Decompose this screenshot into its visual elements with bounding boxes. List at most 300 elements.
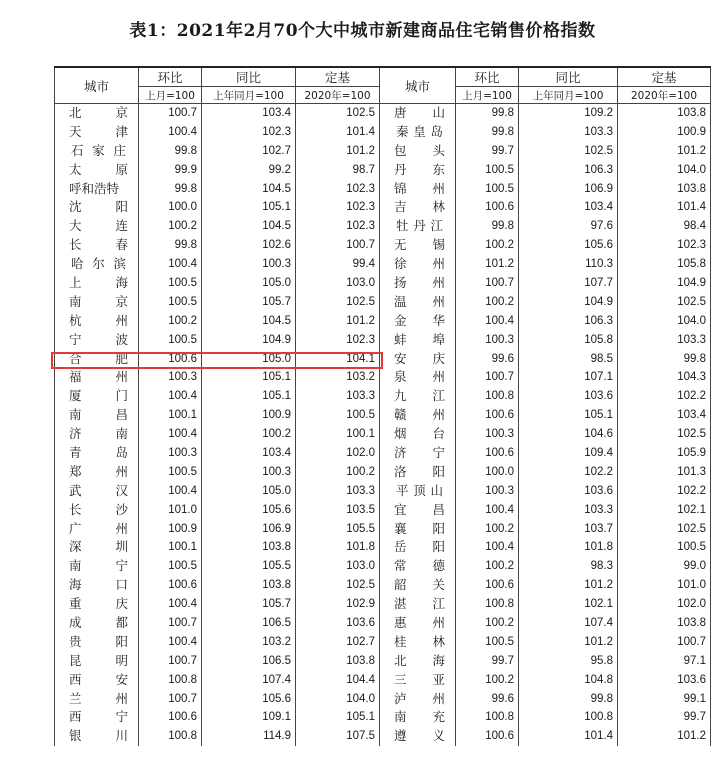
city-name-right xyxy=(380,481,456,500)
base-value-right: 98.4 xyxy=(618,217,711,236)
mom-value-left: 99.8 xyxy=(139,236,202,255)
city-name-right xyxy=(380,349,456,368)
city-label: 吉林 xyxy=(394,199,445,215)
table-row xyxy=(55,651,711,670)
city-name-left xyxy=(55,122,139,141)
city-name-right xyxy=(380,425,456,444)
table-row xyxy=(55,311,711,330)
city-label: 扬州 xyxy=(394,274,445,290)
city-label: 岳阳 xyxy=(394,539,445,555)
city-label: 烟台 xyxy=(394,426,445,442)
base-value-right: 102.2 xyxy=(618,481,711,500)
yoy-value-right: 107.1 xyxy=(519,368,618,387)
base-value-left: 101.4 xyxy=(296,122,380,141)
mom-value-right: 100.6 xyxy=(456,198,519,217)
city-label: 济南 xyxy=(69,426,128,442)
mom-value-right: 100.0 xyxy=(456,462,519,481)
mom-value-right: 99.8 xyxy=(456,104,519,123)
city-name-left xyxy=(55,425,139,444)
city-name-left xyxy=(55,595,139,614)
base-value-right: 101.0 xyxy=(618,576,711,595)
table-row xyxy=(55,160,711,179)
city-label: 沈阳 xyxy=(69,199,128,215)
header-yoy-left: 同比 xyxy=(202,67,296,87)
mom-value-right: 101.2 xyxy=(456,255,519,274)
city-name-right xyxy=(380,368,456,387)
yoy-value-right: 104.9 xyxy=(519,292,618,311)
mom-value-left: 100.4 xyxy=(139,481,202,500)
mom-value-right: 99.6 xyxy=(456,349,519,368)
city-name-left xyxy=(55,198,139,217)
mom-value-left: 100.7 xyxy=(139,614,202,633)
mom-value-left: 100.5 xyxy=(139,330,202,349)
city-label: 宜昌 xyxy=(394,501,445,517)
base-value-left: 100.7 xyxy=(296,236,380,255)
base-value-left: 100.5 xyxy=(296,406,380,425)
base-value-right: 99.8 xyxy=(618,349,711,368)
city-label: 青岛 xyxy=(69,444,128,460)
yoy-value-right: 104.8 xyxy=(519,670,618,689)
city-label: 成都 xyxy=(69,614,128,630)
mom-value-left: 100.4 xyxy=(139,122,202,141)
mom-value-right: 100.5 xyxy=(456,160,519,179)
city-name-right xyxy=(380,141,456,160)
city-name-left xyxy=(55,632,139,651)
city-name-right xyxy=(380,500,456,519)
city-name-left xyxy=(55,104,139,123)
base-value-right: 97.1 xyxy=(618,651,711,670)
mom-value-left: 100.1 xyxy=(139,406,202,425)
yoy-value-left: 99.2 xyxy=(202,160,296,179)
yoy-value-left: 105.1 xyxy=(202,387,296,406)
base-value-right: 102.2 xyxy=(618,387,711,406)
yoy-value-left: 105.7 xyxy=(202,292,296,311)
yoy-value-right: 106.9 xyxy=(519,179,618,198)
mom-value-left: 100.1 xyxy=(139,538,202,557)
city-name-right xyxy=(380,104,456,123)
table-row xyxy=(55,368,711,387)
city-label: 无锡 xyxy=(394,237,445,253)
city-label: 石家庄 xyxy=(71,142,126,158)
yoy-value-left: 104.9 xyxy=(202,330,296,349)
yoy-value-left: 114.9 xyxy=(202,727,296,746)
city-name-right xyxy=(380,387,456,406)
base-value-left: 98.7 xyxy=(296,160,380,179)
mom-value-left: 99.9 xyxy=(139,160,202,179)
city-name-right xyxy=(380,557,456,576)
table-row xyxy=(55,614,711,633)
yoy-value-right: 101.8 xyxy=(519,538,618,557)
mom-value-left: 99.8 xyxy=(139,141,202,160)
header-city-right: 城市 xyxy=(380,67,456,104)
city-label: 泸州 xyxy=(394,690,445,706)
base-value-right: 104.0 xyxy=(618,311,711,330)
base-value-right: 103.6 xyxy=(618,670,711,689)
city-label: 赣州 xyxy=(394,407,445,423)
yoy-value-left: 106.9 xyxy=(202,519,296,538)
mom-value-left: 100.5 xyxy=(139,292,202,311)
yoy-value-left: 103.2 xyxy=(202,632,296,651)
mom-value-left: 100.6 xyxy=(139,708,202,727)
table-row xyxy=(55,122,711,141)
city-label: 呼和浩特 xyxy=(69,180,120,196)
base-value-right: 103.4 xyxy=(618,406,711,425)
table-row xyxy=(55,444,711,463)
header-mom-right: 环比 xyxy=(456,67,519,87)
city-name-right xyxy=(380,670,456,689)
yoy-value-right: 105.1 xyxy=(519,406,618,425)
city-label: 蚌埠 xyxy=(394,331,445,347)
city-label: 秦皇岛 xyxy=(396,123,443,139)
mom-value-right: 99.7 xyxy=(456,651,519,670)
yoy-value-right: 101.4 xyxy=(519,727,618,746)
city-label: 牡丹江 xyxy=(396,218,443,234)
mom-value-right: 100.2 xyxy=(456,236,519,255)
mom-value-right: 100.6 xyxy=(456,406,519,425)
base-value-left: 103.5 xyxy=(296,500,380,519)
city-name-left xyxy=(55,349,139,368)
base-value-left: 101.2 xyxy=(296,141,380,160)
price-index-table xyxy=(54,66,711,746)
table-row xyxy=(55,104,711,123)
city-name-left xyxy=(55,481,139,500)
city-label: 三亚 xyxy=(394,671,445,687)
table-row xyxy=(55,406,711,425)
mom-value-right: 100.2 xyxy=(456,519,519,538)
city-name-right xyxy=(380,689,456,708)
city-label: 福州 xyxy=(69,369,128,385)
city-name-right xyxy=(380,727,456,746)
header-yoy-right: 同比 xyxy=(519,67,618,87)
mom-value-left: 100.2 xyxy=(139,217,202,236)
city-label: 平顶山 xyxy=(396,482,443,498)
table-row xyxy=(55,519,711,538)
yoy-value-left: 100.2 xyxy=(202,425,296,444)
table-row xyxy=(55,179,711,198)
base-value-left: 99.4 xyxy=(296,255,380,274)
city-name-left xyxy=(55,274,139,293)
base-value-right: 103.8 xyxy=(618,179,711,198)
base-value-right: 103.3 xyxy=(618,330,711,349)
city-name-left xyxy=(55,330,139,349)
mom-value-right: 100.7 xyxy=(456,274,519,293)
city-name-left xyxy=(55,651,139,670)
table-row xyxy=(55,500,711,519)
table-row xyxy=(55,274,711,293)
table-row xyxy=(55,387,711,406)
yoy-value-left: 102.7 xyxy=(202,141,296,160)
city-name-left xyxy=(55,670,139,689)
yoy-value-right: 107.7 xyxy=(519,274,618,293)
city-label: 温州 xyxy=(394,293,445,309)
yoy-value-right: 102.1 xyxy=(519,595,618,614)
yoy-value-right: 102.5 xyxy=(519,141,618,160)
mom-value-left: 100.0 xyxy=(139,198,202,217)
table-row xyxy=(55,595,711,614)
city-label: 南充 xyxy=(394,709,445,725)
city-name-left xyxy=(55,217,139,236)
city-label: 深圳 xyxy=(69,539,128,555)
city-label: 贵阳 xyxy=(69,633,128,649)
yoy-value-right: 105.6 xyxy=(519,236,618,255)
table-row xyxy=(55,557,711,576)
base-value-left: 103.6 xyxy=(296,614,380,633)
table-row xyxy=(55,689,711,708)
table-row xyxy=(55,538,711,557)
yoy-value-right: 104.6 xyxy=(519,425,618,444)
table-row xyxy=(55,632,711,651)
mom-value-left: 100.5 xyxy=(139,274,202,293)
city-label: 襄阳 xyxy=(394,520,445,536)
mom-value-right: 100.4 xyxy=(456,311,519,330)
yoy-value-right: 101.2 xyxy=(519,576,618,595)
base-value-right: 100.9 xyxy=(618,122,711,141)
city-label: 哈尔滨 xyxy=(71,256,126,272)
base-value-right: 103.8 xyxy=(618,614,711,633)
mom-value-right: 100.3 xyxy=(456,330,519,349)
base-value-left: 103.8 xyxy=(296,651,380,670)
city-label: 大连 xyxy=(69,218,128,234)
mom-value-right: 100.6 xyxy=(456,576,519,595)
yoy-value-left: 102.3 xyxy=(202,122,296,141)
base-value-right: 101.2 xyxy=(618,727,711,746)
yoy-value-right: 95.8 xyxy=(519,651,618,670)
yoy-value-left: 103.8 xyxy=(202,538,296,557)
table-row xyxy=(55,330,711,349)
city-name-left xyxy=(55,387,139,406)
mom-value-right: 100.2 xyxy=(456,557,519,576)
yoy-value-left: 103.4 xyxy=(202,444,296,463)
city-name-left xyxy=(55,557,139,576)
yoy-value-left: 107.4 xyxy=(202,670,296,689)
yoy-value-left: 102.6 xyxy=(202,236,296,255)
header-mom-sub-left: 上月=100 xyxy=(139,87,202,104)
city-label: 洛阳 xyxy=(394,463,445,479)
city-name-left xyxy=(55,292,139,311)
city-label: 西安 xyxy=(69,671,128,687)
yoy-value-left: 105.0 xyxy=(202,274,296,293)
mom-value-right: 100.8 xyxy=(456,387,519,406)
yoy-value-left: 100.9 xyxy=(202,406,296,425)
base-value-right: 100.7 xyxy=(618,632,711,651)
yoy-value-left: 103.8 xyxy=(202,576,296,595)
header-mom-left: 环比 xyxy=(139,67,202,87)
mom-value-left: 100.3 xyxy=(139,368,202,387)
city-label: 武汉 xyxy=(69,482,128,498)
base-value-right: 101.3 xyxy=(618,462,711,481)
mom-value-left: 100.7 xyxy=(139,104,202,123)
base-value-right: 99.7 xyxy=(618,708,711,727)
yoy-value-right: 99.8 xyxy=(519,689,618,708)
table-row xyxy=(55,198,711,217)
base-value-right: 102.5 xyxy=(618,425,711,444)
city-name-right xyxy=(380,122,456,141)
base-value-left: 101.2 xyxy=(296,311,380,330)
city-label: 遵义 xyxy=(394,728,445,744)
city-label: 安庆 xyxy=(394,350,445,366)
yoy-value-right: 98.5 xyxy=(519,349,618,368)
mom-value-right: 100.3 xyxy=(456,425,519,444)
table-row xyxy=(55,727,711,746)
city-name-right xyxy=(380,274,456,293)
city-name-left xyxy=(55,462,139,481)
city-label: 上海 xyxy=(69,274,128,290)
base-value-left: 102.3 xyxy=(296,217,380,236)
yoy-value-right: 106.3 xyxy=(519,160,618,179)
header-yoy-sub-left: 上年同月=100 xyxy=(202,87,296,104)
mom-value-right: 100.6 xyxy=(456,727,519,746)
city-label: 桂林 xyxy=(394,633,445,649)
city-name-left xyxy=(55,500,139,519)
yoy-value-left: 109.1 xyxy=(202,708,296,727)
base-value-left: 103.0 xyxy=(296,274,380,293)
base-value-left: 102.7 xyxy=(296,632,380,651)
header-mom-sub-right: 上月=100 xyxy=(456,87,519,104)
city-label: 南昌 xyxy=(69,407,128,423)
yoy-value-right: 103.7 xyxy=(519,519,618,538)
yoy-value-right: 110.3 xyxy=(519,255,618,274)
city-name-right xyxy=(380,160,456,179)
city-label: 泉州 xyxy=(394,369,445,385)
city-name-right xyxy=(380,179,456,198)
city-label: 北京 xyxy=(69,105,128,121)
yoy-value-right: 109.4 xyxy=(519,444,618,463)
yoy-value-left: 105.0 xyxy=(202,481,296,500)
table-row xyxy=(55,349,711,368)
mom-value-left: 100.8 xyxy=(139,727,202,746)
table-row xyxy=(55,481,711,500)
mom-value-left: 100.7 xyxy=(139,651,202,670)
base-value-right: 101.4 xyxy=(618,198,711,217)
mom-value-left: 100.4 xyxy=(139,387,202,406)
city-name-left xyxy=(55,368,139,387)
yoy-value-left: 105.1 xyxy=(202,198,296,217)
header-city-left: 城市 xyxy=(55,67,139,104)
mom-value-left: 99.8 xyxy=(139,179,202,198)
mom-value-left: 100.7 xyxy=(139,689,202,708)
yoy-value-right: 103.6 xyxy=(519,481,618,500)
city-name-right xyxy=(380,217,456,236)
city-label: 兰州 xyxy=(69,690,128,706)
header-base-sub-right: 2020年=100 xyxy=(618,87,711,104)
city-name-right xyxy=(380,311,456,330)
yoy-value-left: 105.7 xyxy=(202,595,296,614)
city-label: 锦州 xyxy=(394,180,445,196)
yoy-value-left: 103.4 xyxy=(202,104,296,123)
city-label: 唐山 xyxy=(394,105,445,121)
city-label: 北海 xyxy=(394,652,445,668)
city-name-right xyxy=(380,614,456,633)
mom-value-left: 100.6 xyxy=(139,349,202,368)
yoy-value-left: 105.5 xyxy=(202,557,296,576)
base-value-right: 102.5 xyxy=(618,292,711,311)
city-label: 郑州 xyxy=(69,463,128,479)
mom-value-right: 100.8 xyxy=(456,595,519,614)
yoy-value-left: 105.0 xyxy=(202,349,296,368)
base-value-right: 102.3 xyxy=(618,236,711,255)
mom-value-right: 100.5 xyxy=(456,179,519,198)
yoy-value-left: 105.1 xyxy=(202,368,296,387)
city-label: 常德 xyxy=(394,558,445,574)
yoy-value-right: 106.3 xyxy=(519,311,618,330)
table-row xyxy=(55,292,711,311)
mom-value-left: 100.2 xyxy=(139,311,202,330)
mom-value-right: 100.4 xyxy=(456,500,519,519)
base-value-left: 102.3 xyxy=(296,198,380,217)
city-name-left xyxy=(55,576,139,595)
base-value-right: 104.9 xyxy=(618,274,711,293)
page-title: 表1：2021年2月70个大中城市新建商品住宅销售价格指数 xyxy=(129,21,596,41)
mom-value-left: 101.0 xyxy=(139,500,202,519)
yoy-value-right: 98.3 xyxy=(519,557,618,576)
yoy-value-right: 109.2 xyxy=(519,104,618,123)
mom-value-right: 99.7 xyxy=(456,141,519,160)
yoy-value-right: 103.3 xyxy=(519,122,618,141)
city-name-left xyxy=(55,614,139,633)
city-label: 海口 xyxy=(69,577,128,593)
header-base-sub-left: 2020年=100 xyxy=(296,87,380,104)
city-label: 惠州 xyxy=(394,614,445,630)
city-name-right xyxy=(380,444,456,463)
yoy-value-left: 105.6 xyxy=(202,500,296,519)
city-label: 杭州 xyxy=(69,312,128,328)
mom-value-right: 100.6 xyxy=(456,444,519,463)
mom-value-left: 100.8 xyxy=(139,670,202,689)
city-label: 徐州 xyxy=(394,256,445,272)
mom-value-right: 100.2 xyxy=(456,292,519,311)
mom-value-right: 99.6 xyxy=(456,689,519,708)
city-name-left xyxy=(55,519,139,538)
city-name-left xyxy=(55,444,139,463)
mom-value-right: 100.3 xyxy=(456,481,519,500)
base-value-right: 102.5 xyxy=(618,519,711,538)
table-row xyxy=(55,425,711,444)
city-label: 昆明 xyxy=(69,652,128,668)
mom-value-left: 100.4 xyxy=(139,632,202,651)
base-value-right: 100.5 xyxy=(618,538,711,557)
city-label: 济宁 xyxy=(394,444,445,460)
base-value-right: 102.1 xyxy=(618,500,711,519)
city-label: 长沙 xyxy=(69,501,128,517)
city-name-left xyxy=(55,255,139,274)
city-label: 厦门 xyxy=(69,388,128,404)
base-value-left: 105.1 xyxy=(296,708,380,727)
base-value-right: 99.1 xyxy=(618,689,711,708)
table-row xyxy=(55,670,711,689)
city-name-right xyxy=(380,538,456,557)
base-value-left: 104.1 xyxy=(296,349,380,368)
yoy-value-left: 105.6 xyxy=(202,689,296,708)
city-name-left xyxy=(55,311,139,330)
base-value-left: 101.8 xyxy=(296,538,380,557)
table-row xyxy=(55,462,711,481)
base-value-left: 100.1 xyxy=(296,425,380,444)
city-label: 宁波 xyxy=(69,331,128,347)
base-value-left: 107.5 xyxy=(296,727,380,746)
base-value-left: 103.3 xyxy=(296,387,380,406)
city-name-right xyxy=(380,330,456,349)
yoy-value-right: 102.2 xyxy=(519,462,618,481)
base-value-left: 103.2 xyxy=(296,368,380,387)
base-value-left: 102.5 xyxy=(296,576,380,595)
mom-value-left: 100.4 xyxy=(139,255,202,274)
base-value-left: 102.9 xyxy=(296,595,380,614)
mom-value-right: 100.4 xyxy=(456,538,519,557)
city-label: 丹东 xyxy=(394,161,445,177)
city-name-left xyxy=(55,708,139,727)
mom-value-left: 100.5 xyxy=(139,557,202,576)
city-label: 南京 xyxy=(69,293,128,309)
